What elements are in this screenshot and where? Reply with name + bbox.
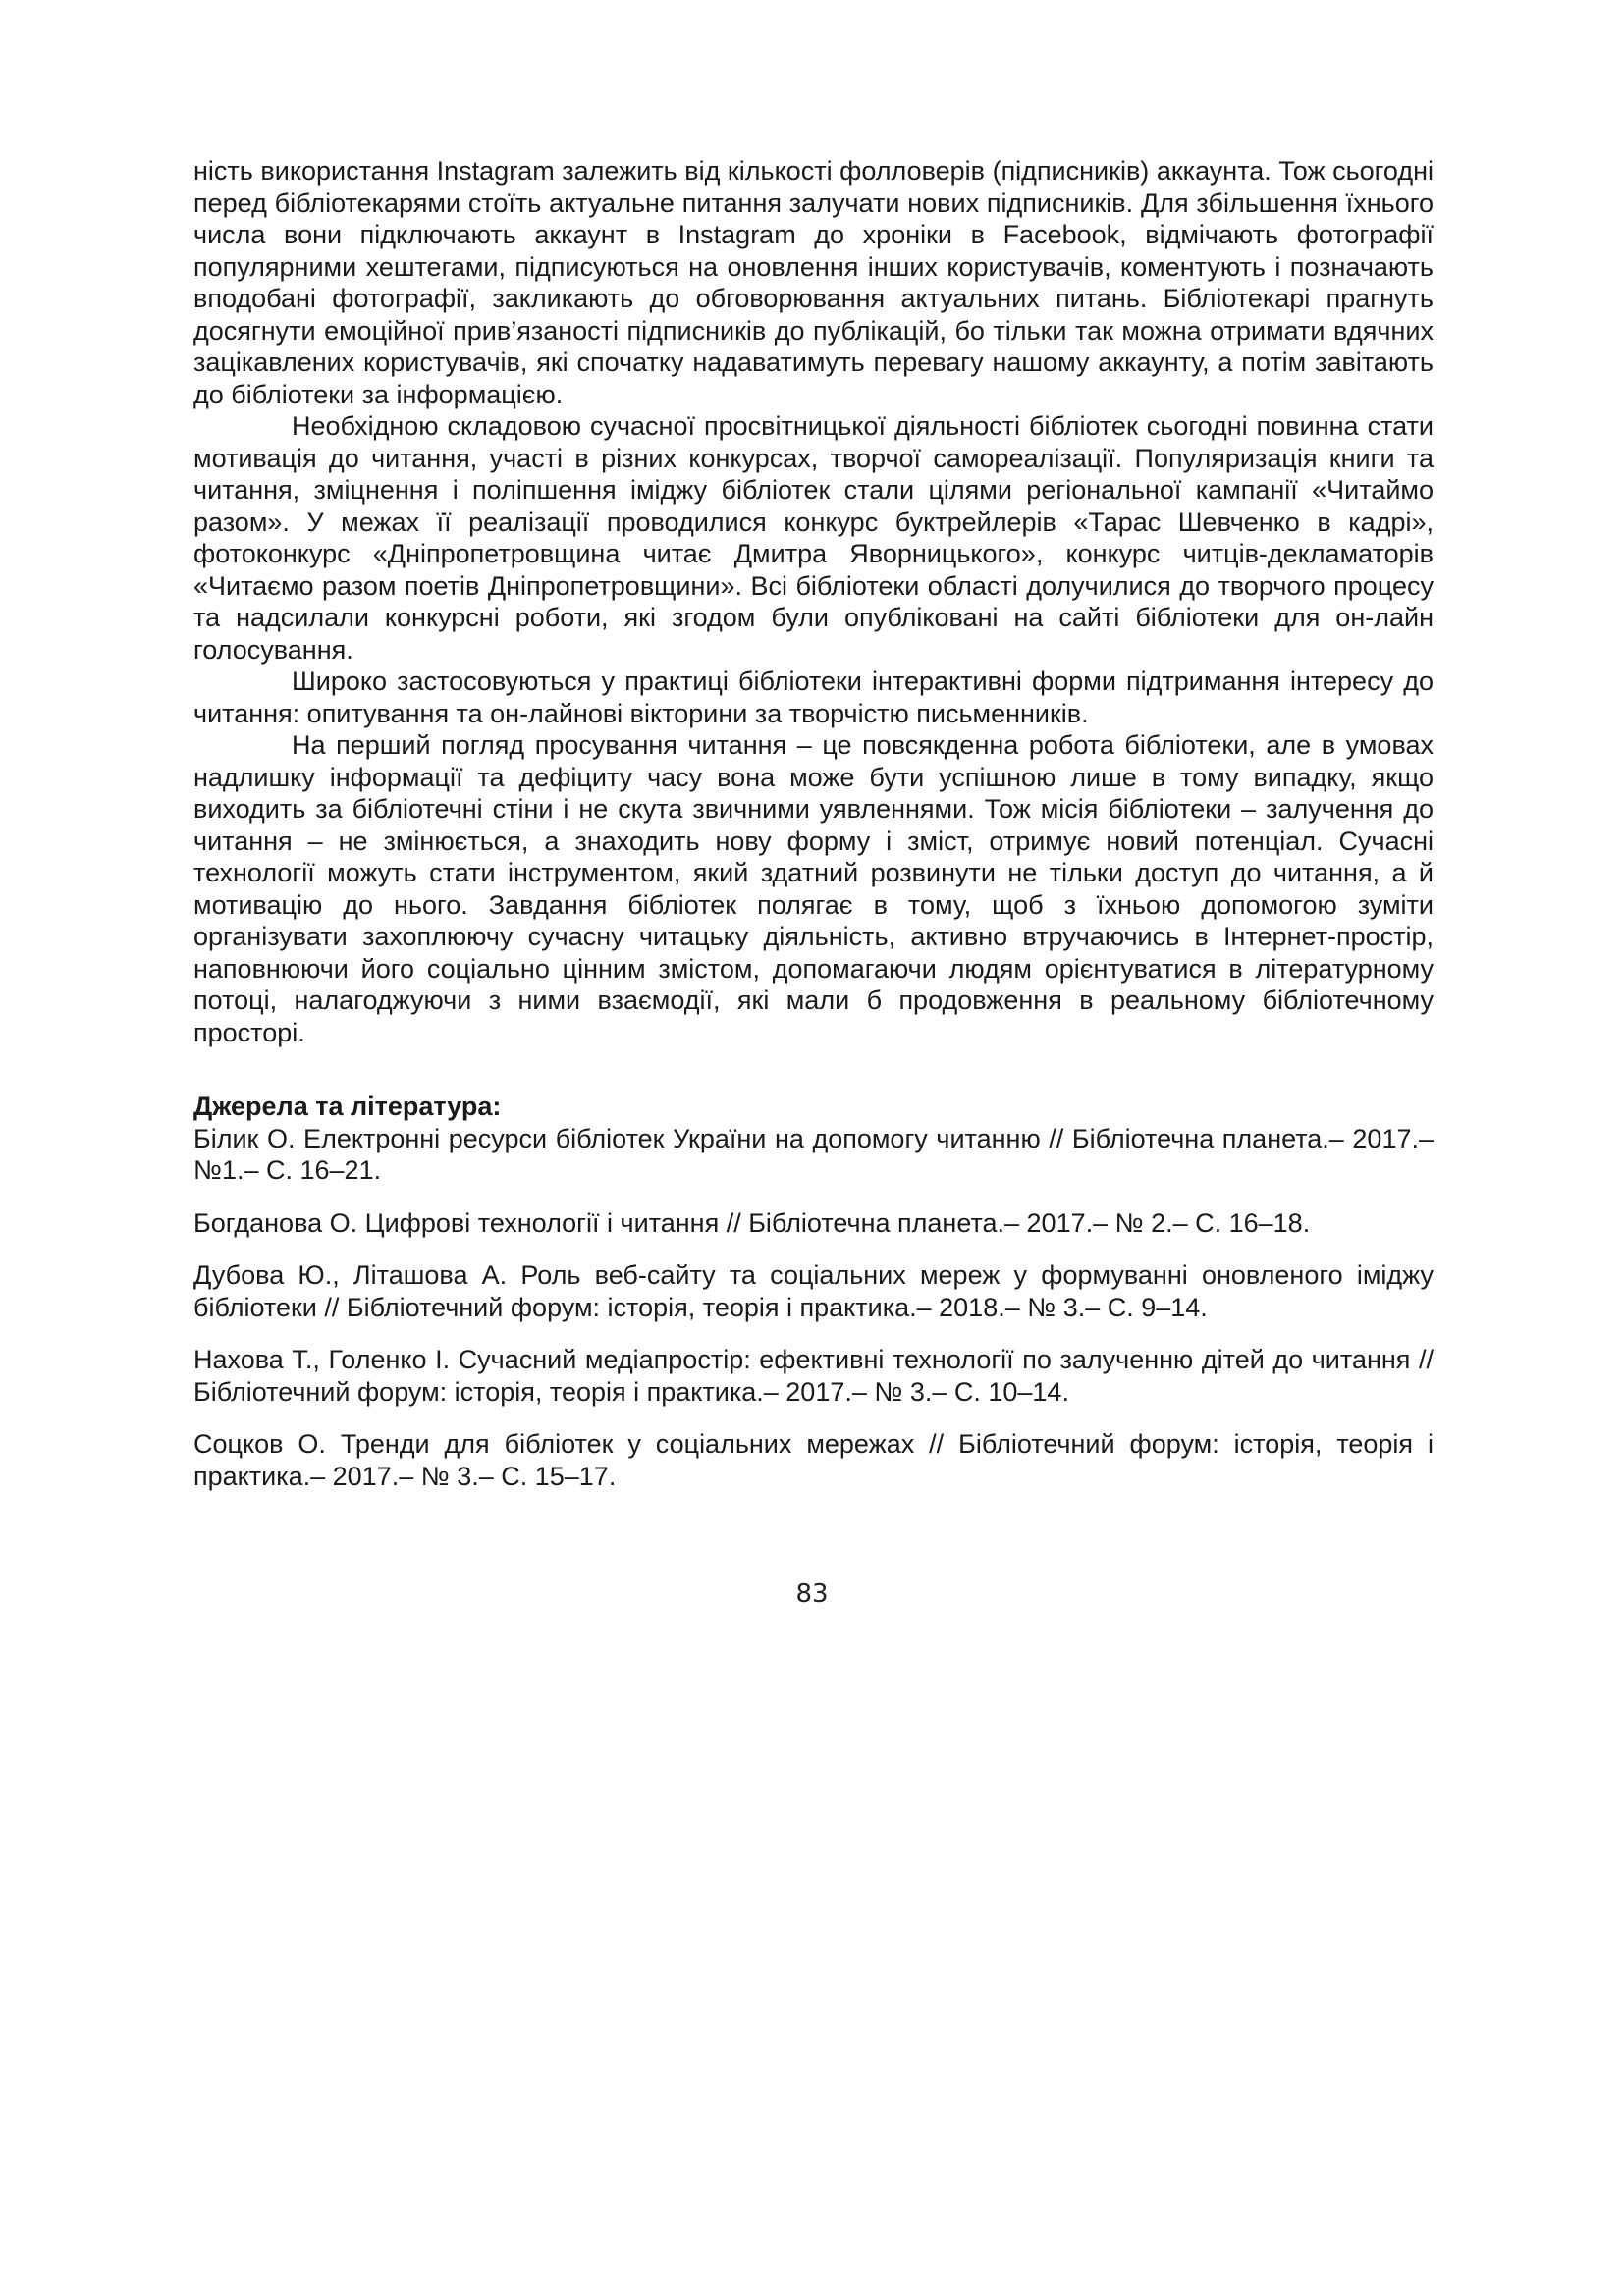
reference-item: Соцков О. Тренди для бібліотек у соціальних мережах // Бібліотечний форум: історія, теорія і практика.– 2017.– № 3.– С. 15–17. (193, 1429, 1434, 1491)
paragraph-2: Необхідною складовою сучасної просвітницької діяльності бібліотек сьогодні повинна стати мотивація до читання, участі в різних конкурсах, творчої самореалізації. Популяризація книги та читання, зміцнення і поліпшення іміджу бібліотек стали цілями регіональної кампанії «Читаймо разом». У межах її реалізації проводилися конкурс буктрейлерів «Тарас Шевченко в кадрі», фотоконкурс «Дніпропетровщина читає Дмитра Яворницького», конкурс читців-декламаторів «Читаємо разом поетів Дніпропетровщини». Всі бібліотеки області долучилися до творчого процесу та надсилали конкурсні роботи, які згодом були опубліковані на сайті бібліотеки для он-лайн голосування. (193, 411, 1434, 665)
reference-item: Дубова Ю., Літашова А. Роль веб-сайту та соціальних мереж у формуванні оновленого іміджу бібліотеки // Бібліотечний форум: історія, теорія і практика.– 2018.– № 3.– С. 9–14. (193, 1260, 1434, 1322)
page-number: 83 (795, 1579, 829, 1609)
reference-item: Нахова Т., Голенко І. Сучасний медіапростір: ефективні технології по залученню дітей до читання // Бібліотечний форум: історія, теорія і практика.– 2017.– № 3.– С. 10–14. (193, 1345, 1434, 1407)
references-heading: Джерела та література: (193, 1092, 502, 1121)
paragraph-3: Широко застосовуються у практиці бібліотеки інтерактивні форми підтримання інтересу до читання: опитування та он-лайнові вікторини за творчістю письменників. (193, 667, 1434, 728)
paragraph-4: На перший погляд просування читання – це повсякденна робота бібліотеки, але в умовах надлишку інформації та дефіциту часу вона може бути успішною лише в тому випадку, якщо виходить за бібліотечні стіни і не скута звичними уявленнями. Тож місія бібліотеки – залучення до читання – не змінюється, а знаходить нову форму і зміст, отримує новий потенціал. Сучасні технології можуть стати інструментом, який здатний розвинути не тільки доступ до читання, а й мотивацію до нього. Завдання бібліотек полягає в тому, щоб з їхньою допомогою зуміти організувати захоплюючу сучасну читацьку діяльність, активно втручаючись в Інтернет-простір, наповнюючи його соціально цінним змістом, допомагаючи людям орієнтуватися в літературному потоці, налагоджуючи з ними взаємодії, які мали б продовження в реальному бібліотечному просторі. (193, 730, 1434, 1047)
references-section (193, 1091, 1434, 1492)
reference-item: Богданова О. Цифрові технології і читання // Бібліотечна планета.– 2017.– № 2.– С. 16–18. (193, 1207, 1311, 1238)
reference-item: Білик О. Електронні ресурси бібліотек України на допомогу читанню // Бібліотечна планета.– 2017.– №1.– С. 16–21. (193, 1123, 1434, 1185)
paragraph-1: ність використання Instagram залежить від кількості фолловерів (підписників) аккаунта. Тож сьогодні перед бібліотекарями стоїть актуальне питання залучати нових підписників. Для збільшення їхнього числа вони підключають аккаунт в Instagram до хроніки в Facebook, відмічають фотографії популярними хештегами, підписуються на оновлення інших користувачів, коментують і позначають вподобані фотографії, закликають до обговорювання актуальних питань. Бібліотекарі прагнуть досягнути емоційної прив’язаності підписників до публікацій, бо тільки так можна отримати вдячних зацікавлених користувачів, які спочатку надаватимуть перевагу нашому аккаунту, а потім завітають до бібліотеки за інформацією. (193, 156, 1434, 409)
body-text (193, 155, 1434, 1048)
page-content (193, 155, 1434, 1513)
